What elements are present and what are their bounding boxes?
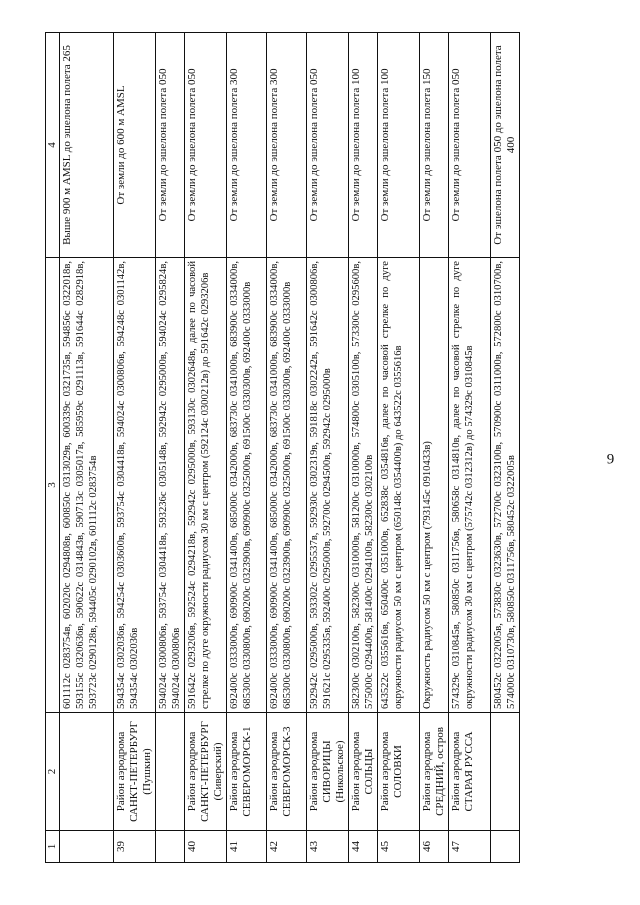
aerodrome-area: Район аэродрома САНКТ-ПЕТЕРБУРГ (Сиверский) bbox=[185, 713, 227, 831]
table-row bbox=[267, 33, 307, 863]
boundary-coordinates: Окружность радиусом 50 км с центром (793145с 0910433в) bbox=[420, 258, 449, 713]
boundary-coordinates: 580452с 0322005в, 573830с 0323630в, 572700с 0323100в, 570900с 0311000в, 572800с 0310700в, 574000с 0310730в, 580850с 0311756в, 580452с 0322005в bbox=[491, 258, 520, 713]
aerodrome-area bbox=[156, 713, 185, 831]
row-number: 43 bbox=[307, 831, 349, 863]
table-row bbox=[114, 33, 156, 863]
aerodrome-area: Район аэродрома СТАРАЯ РУССА bbox=[449, 713, 491, 831]
column-number-row bbox=[46, 33, 60, 863]
row-number: 42 bbox=[267, 831, 307, 863]
altitude-limits: От земли до эшелона полета 300 bbox=[267, 33, 307, 258]
table-row bbox=[60, 33, 114, 863]
table-row bbox=[307, 33, 349, 863]
column-number-1: 1 bbox=[46, 831, 60, 863]
row-number: 46 bbox=[420, 831, 449, 863]
column-number-3: 3 bbox=[46, 258, 60, 713]
altitude-limits: От земли до эшелона полета 150 bbox=[420, 33, 449, 258]
row-number: 40 bbox=[185, 831, 227, 863]
boundary-coordinates: 582300с 0302100в, 582300с 0310000в, 581200с 0310000в, 574800с 0305100в, 573300с 0295600в, 575000с 0294400в, 581400с 0294100в, 582300с 0302100в bbox=[349, 258, 378, 713]
aerodrome-area bbox=[60, 713, 114, 831]
aerodrome-area: Район аэродрома СОЛОВКИ bbox=[378, 713, 420, 831]
boundary-coordinates: 594354с 0302036в, 594254с 0303600в, 593754с 0304418в, 594024с 0300806в, 594248с 0301142в, 594354с 0302036в bbox=[114, 258, 156, 713]
row-number: 39 bbox=[114, 831, 156, 863]
aerodrome-area: Район аэродрома СРЕДНИЙ, остров bbox=[420, 713, 449, 831]
aerodrome-area: Район аэродрома СОЛЬЦЫ bbox=[349, 713, 378, 831]
altitude-limits: От земли до 600 м AMSL bbox=[114, 33, 156, 258]
altitude-limits: Выше 900 м AMSL до эшелона полета 265 bbox=[60, 33, 114, 258]
column-number-2: 2 bbox=[46, 713, 60, 831]
row-number: 47 bbox=[449, 831, 491, 863]
row-number bbox=[156, 831, 185, 863]
row-number: 41 bbox=[227, 831, 267, 863]
table-row bbox=[449, 33, 491, 863]
column-number-4: 4 bbox=[46, 33, 60, 258]
boundary-coordinates: 643522с 0355616в, 650400с 0351000в, 652838с 0354816в, далее по часовой стрелке по дуге окружности радиусом 50 км с центром (650148с 0354400в) до 643522с 0355616в bbox=[378, 258, 420, 713]
table-row bbox=[156, 33, 185, 863]
page-number: 9 bbox=[606, 451, 615, 468]
boundary-coordinates: 594024с 0300806в, 593754с 0304418в, 593236с 0305148в, 592942с 0295000в, 594024с 0295824в, 594024с 0300806в bbox=[156, 258, 185, 713]
table-row bbox=[491, 33, 520, 863]
table-row bbox=[349, 33, 378, 863]
altitude-limits: От земли до эшелона полета 300 bbox=[227, 33, 267, 258]
row-number bbox=[491, 831, 520, 863]
altitude-limits: От земли до эшелона полета 100 bbox=[378, 33, 420, 258]
row-number: 44 bbox=[349, 831, 378, 863]
boundary-coordinates: 692400с 0333000в, 690900с 0341400в, 685000с 0342000в, 683730с 0341000в, 683900с 0334000в, 685300с 0330800в, 690200с 0323900в, 690900с 0325000в, 691500с 0330300в, 692400с 0333000в bbox=[267, 258, 307, 713]
boundary-coordinates: 601112с 0283754в, 602020с 0294808в, 600850с 0313029в, 600339с 0321735в, 594856с 0322018в, 593155с 0320636в, 590622с 0314843в, 590713с 0305017в, 585959с 0291113в, 591644с 0282918в, 593723с 0290128в, 594405с 0290102в, 601112с 0283754в bbox=[60, 258, 114, 713]
airspace-table bbox=[45, 32, 520, 863]
row-number: 45 bbox=[378, 831, 420, 863]
boundary-coordinates: 592942с 0295000в, 593302с 0295537в, 592930с 0302319в, 591818с 0302242в, 591642с 0300806в, 591621с 0295335в, 592400с 0295000в, 592700с 0294500в, 592942с 0295000в bbox=[307, 258, 349, 713]
boundary-coordinates: 574329с 0310845в, 580850с 0311756в, 580658с 0314810в, далее по часовой стрелке по дуге окружности радиусом 30 км с центром (575742с 0312312в) до 574329с 0310845в bbox=[449, 258, 491, 713]
aerodrome-area: Район аэродрома СЕВЕРОМОРСК-3 bbox=[267, 713, 307, 831]
altitude-limits: От земли до эшелона полета 100 bbox=[349, 33, 378, 258]
table-row bbox=[420, 33, 449, 863]
table-row bbox=[227, 33, 267, 863]
table-row bbox=[378, 33, 420, 863]
altitude-limits: От эшелона полета 050 до эшелона полета 400 bbox=[491, 33, 520, 258]
altitude-limits: От земли до эшелона полета 050 bbox=[156, 33, 185, 258]
altitude-limits: От земли до эшелона полета 050 bbox=[185, 33, 227, 258]
altitude-limits: От земли до эшелона полета 050 bbox=[449, 33, 491, 258]
aerodrome-area bbox=[491, 713, 520, 831]
aerodrome-area: Район аэродрома СЕВЕРОМОРСК-1 bbox=[227, 713, 267, 831]
row-number bbox=[60, 831, 114, 863]
table-row bbox=[185, 33, 227, 863]
altitude-limits: От земли до эшелона полета 050 bbox=[307, 33, 349, 258]
boundary-coordinates: 692400с 0333000в, 690900с 0341400в, 685000с 0342000в, 683730с 0341000в, 683900с 0334000в, 685300с 0330800в, 690200с 0323900в, 690900с 0325000в, 691500с 0330300в, 692400с 0333000в bbox=[227, 258, 267, 713]
aerodrome-area: Район аэродрома САНКТ-ПЕТЕРБУРГ (Пушкин) bbox=[114, 713, 156, 831]
boundary-coordinates: 591642с 0293206в, 592524с 0294218в, 592942с 0295000в, 593130с 0302648в, далее по часовой стрелке по дуге окружности радиусом 30 км с центром (592124с 0300212в) до 591642с 0293206в bbox=[185, 258, 227, 713]
aerodrome-area: Район аэродрома СИВОРИЦЫ (Никольское) bbox=[307, 713, 349, 831]
